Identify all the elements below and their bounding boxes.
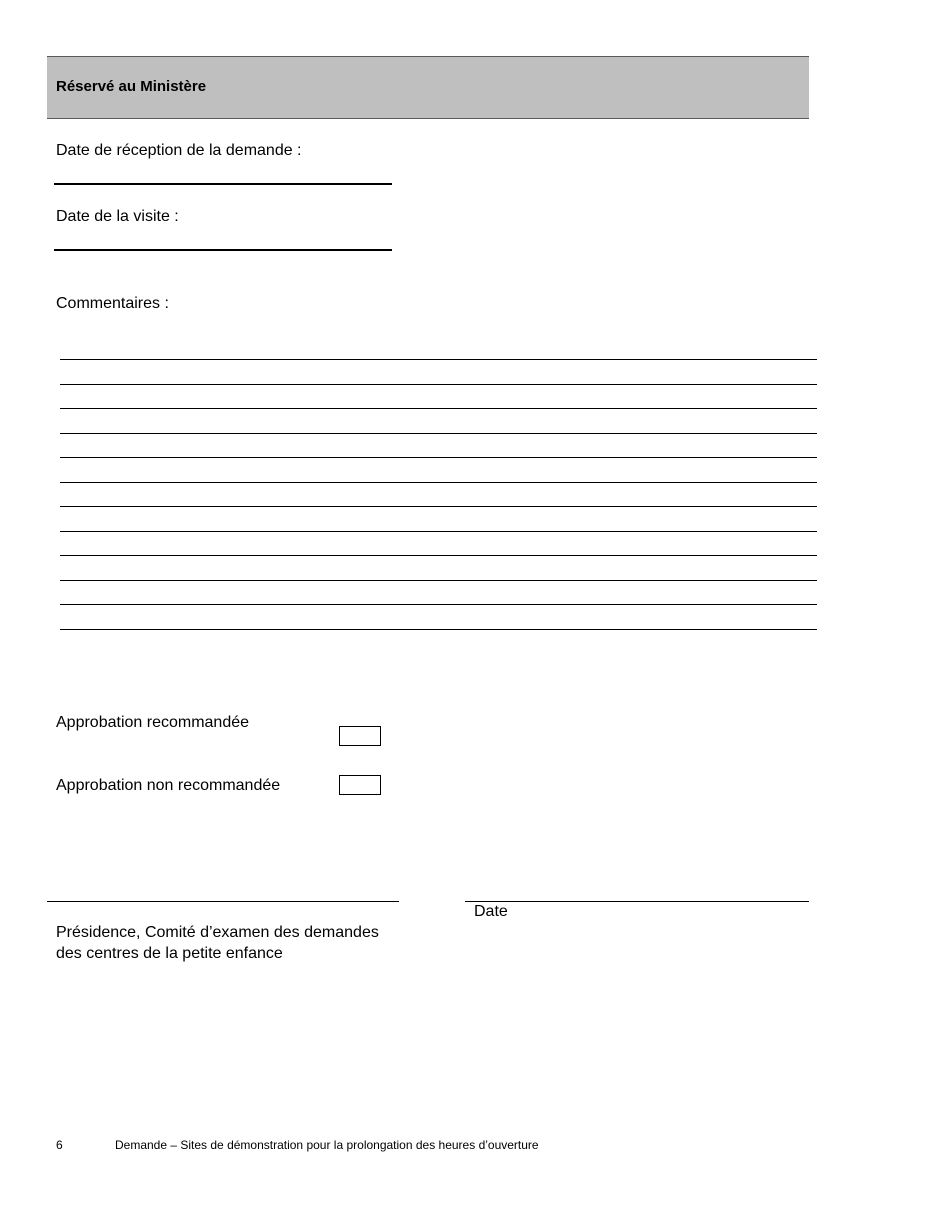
comment-line[interactable]	[60, 580, 817, 605]
visit-date-field[interactable]	[54, 249, 392, 251]
comment-line[interactable]	[60, 433, 817, 458]
comment-line[interactable]	[60, 531, 817, 556]
header-title: Réservé au Ministère	[56, 78, 207, 95]
comment-line[interactable]	[60, 555, 817, 580]
signature-caption-line1: Présidence, Comité d’examen des demandes	[56, 924, 379, 941]
ministry-reserved-header	[47, 56, 809, 119]
signature-caption	[56, 922, 379, 964]
comment-line[interactable]	[60, 482, 817, 507]
comment-line[interactable]	[60, 629, 817, 654]
footer-document-title: Demande – Sites de démonstration pour la prolongation des heures d’ouverture	[115, 1138, 539, 1152]
comment-line[interactable]	[60, 384, 817, 409]
reception-date-field[interactable]	[54, 183, 392, 185]
signature-date-line[interactable]	[465, 901, 809, 902]
approval-not-recommended-label: Approbation non recommandée	[56, 777, 281, 794]
signature-line[interactable]	[47, 901, 399, 902]
signature-date-label: Date	[474, 903, 508, 920]
page-number: 6	[56, 1138, 63, 1152]
approval-not-recommended-checkbox[interactable]	[339, 775, 381, 795]
visit-date-label: Date de la visite :	[56, 208, 179, 225]
comments-label: Commentaires :	[56, 295, 169, 312]
comment-line[interactable]	[60, 408, 817, 433]
signature-caption-line2: des centres de la petite enfance	[56, 945, 283, 962]
approval-recommended-label: Approbation recommandée	[56, 714, 250, 731]
comment-line[interactable]	[60, 604, 817, 629]
approval-recommended-checkbox[interactable]	[339, 726, 381, 746]
reception-date-label: Date de réception de la demande :	[56, 142, 302, 159]
comment-line[interactable]	[60, 457, 817, 482]
comment-line[interactable]	[60, 359, 817, 384]
comments-field[interactable]	[60, 359, 817, 653]
comment-line[interactable]	[60, 506, 817, 531]
